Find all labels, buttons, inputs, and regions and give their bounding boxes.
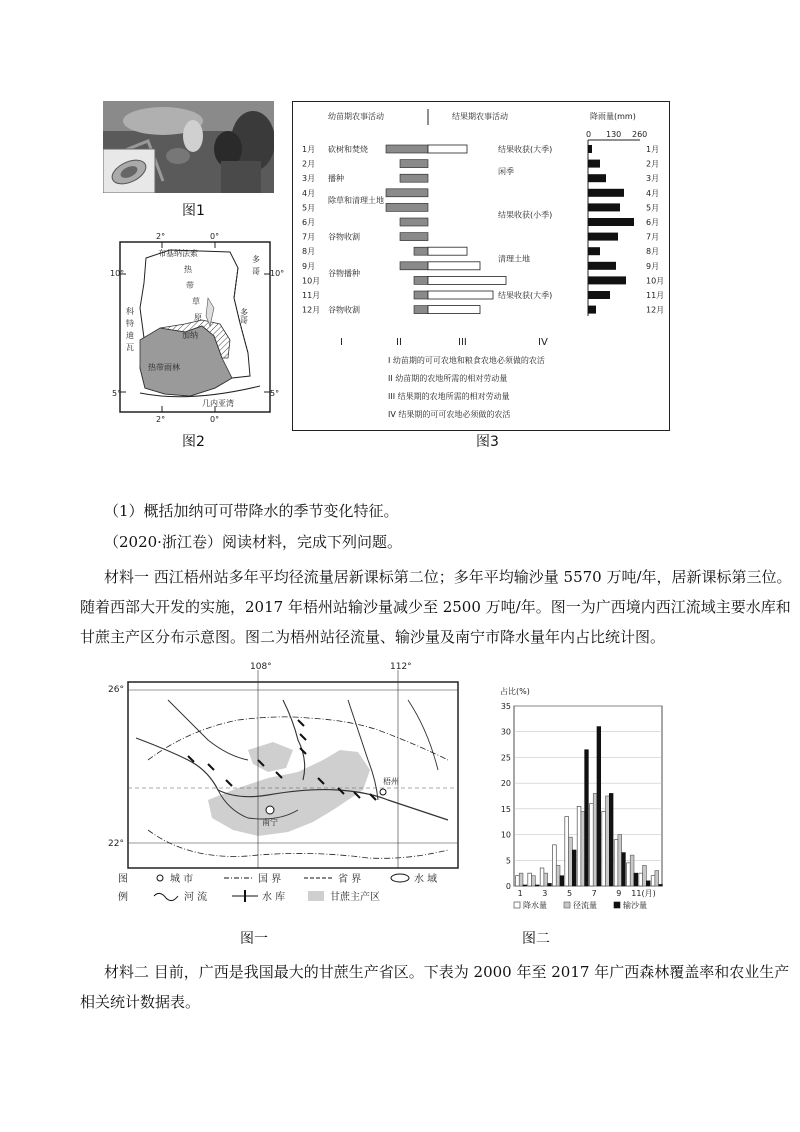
- label-togo-abbrev: 多哥: [252, 255, 260, 276]
- legend-sugarcane: 甘蔗主产区: [330, 892, 380, 903]
- lat-5-left: 5°: [112, 389, 122, 398]
- lat-22: 22°: [108, 839, 124, 849]
- city-wuzhou: 梧州: [383, 777, 399, 786]
- city-nanning: 南宁: [262, 818, 278, 827]
- seedling-labor-bar: [400, 262, 428, 270]
- seedling-labor-bar: [386, 189, 428, 197]
- month-label-left: 2月: [302, 159, 316, 169]
- material1-line1: 材料一 西江梧州站多年平均径流量居新课标第二位；多年平均输沙量 5570 万吨/年，居新课标第三位。: [104, 568, 792, 586]
- material1-line2: 随着西部大开发的实施，2017 年梧州站输沙量减少至 2500 万吨/年。图一为广西境内西江流域主要水库和: [80, 598, 791, 616]
- label-burkina: 布基纳法索: [158, 249, 198, 258]
- rainfall-bar: [588, 276, 626, 284]
- bar-径流量: [643, 865, 647, 886]
- seedling-labor-bar: [400, 233, 428, 241]
- right-activity: 结果收获(大季): [498, 145, 553, 154]
- month-label-left: 5月: [302, 203, 316, 213]
- legend-reservoir: 水 库: [262, 892, 286, 903]
- fruiting-labor-bar: [428, 276, 506, 284]
- seedling-labor-bar: [400, 160, 428, 168]
- bar-输沙量: [634, 873, 638, 886]
- bar-径流量: [630, 855, 634, 886]
- right-activity: 闲季: [498, 166, 514, 176]
- fig2-map: [110, 228, 285, 428]
- fig-two-chart: [492, 684, 672, 924]
- label-savanna: 热带草原: [184, 265, 202, 322]
- legend-water: 水 域: [414, 874, 438, 885]
- bar-降水量: [590, 804, 594, 886]
- legend-line-4: IV 结果期的可可农地必须做的农活: [388, 410, 511, 419]
- bar-输沙量: [646, 881, 650, 886]
- lat-26: 26°: [108, 685, 124, 695]
- bar-降水量: [651, 876, 655, 886]
- rainfall-bar: [588, 189, 624, 197]
- bar-降水量: [516, 876, 520, 886]
- bar-输沙量: [548, 883, 552, 886]
- y-tick-label: 20: [500, 779, 511, 789]
- rainfall-bar: [588, 203, 620, 211]
- legend-city: 城 市: [170, 874, 194, 885]
- fig-one-map: [108, 660, 468, 918]
- seedling-labor-bar: [400, 174, 428, 182]
- lon-0-top: 0°: [210, 232, 220, 241]
- left-activity: 播种: [328, 174, 344, 184]
- month-label-left: 10月: [302, 276, 321, 286]
- legend-river: 河 流: [184, 892, 208, 903]
- head-seedling: 幼苗期农事活动: [328, 112, 384, 121]
- legend-line-2: II 幼苗期的农地所需的相对劳动量: [388, 374, 508, 383]
- head-fruiting: 结果期农事活动: [452, 112, 508, 121]
- x-tick-label: 9: [616, 889, 622, 898]
- bar-输沙量: [560, 876, 564, 886]
- ghana-map: [110, 228, 285, 428]
- bar-降水量: [540, 868, 544, 886]
- lat-10-right: 10°: [270, 269, 285, 278]
- fig-one-caption: 图一: [240, 931, 268, 947]
- label-forest: 热带雨林: [148, 363, 180, 372]
- farming-calendar-chart: [292, 101, 670, 431]
- seedling-labor-bar: [414, 306, 428, 314]
- rainfall-bar: [588, 160, 600, 168]
- legend-line-1: I 幼苗期的可可农地和粮食农地必须做的农活: [388, 356, 545, 365]
- bar-径流量: [519, 873, 523, 886]
- bar-径流量: [556, 865, 560, 886]
- bar-输沙量: [523, 885, 527, 886]
- month-label-left: 12月: [302, 305, 321, 315]
- rainfall-bar: [588, 174, 606, 182]
- seedling-labor-bar: [400, 218, 428, 226]
- x-tick-label: 11(月): [631, 889, 656, 898]
- axis-label-II: II: [396, 337, 402, 348]
- legend-line-3: III 结果期的农地所需的相对劳动量: [388, 392, 510, 401]
- fruiting-labor-bar: [428, 247, 467, 255]
- legend-label: 降水量: [523, 901, 547, 910]
- left-activity: 谷物收割: [328, 305, 360, 315]
- bar-径流量: [544, 873, 548, 886]
- rain-tick-0: 0: [586, 130, 592, 139]
- rainfall-bar: [588, 145, 592, 153]
- month-label-left: 3月: [302, 174, 316, 184]
- label-ghana: 加纳: [182, 331, 198, 340]
- legend-li: 例: [118, 892, 128, 903]
- bar-径流量: [581, 811, 585, 886]
- month-label-left: 8月: [302, 247, 316, 257]
- fig3-calendar: [292, 101, 670, 431]
- right-activity: 结果收获(小季): [498, 210, 553, 220]
- x-tick-label: 3: [542, 889, 548, 898]
- fig1-photo: [103, 101, 274, 193]
- y-tick-label: 25: [500, 753, 511, 763]
- left-activity: 除草和清理土地: [328, 196, 384, 206]
- material1-line3: 甘蔗主产区分布示意图。图二为梧州站径流量、输沙量及南宁市降水量年内占比统计图。: [80, 628, 666, 646]
- y-tick-label: 15: [500, 804, 511, 814]
- x-tick-label: 1: [517, 889, 523, 898]
- legend-label: 径流量: [573, 901, 597, 910]
- label-cote-divoire: 科特迪瓦: [126, 307, 134, 352]
- legend-border: 国 界: [258, 874, 282, 885]
- fruiting-labor-bar: [428, 291, 493, 299]
- label-togo: 多哥: [239, 308, 249, 324]
- bar-降水量: [639, 873, 643, 886]
- lon-108: 108°: [250, 662, 272, 672]
- fig-two-caption: 图二: [522, 931, 550, 947]
- month-label-right: 2月: [646, 159, 660, 169]
- month-label-left: 4月: [302, 188, 316, 198]
- y-tick-label: 35: [500, 702, 511, 711]
- legend-swatch: [514, 902, 520, 908]
- fig1-caption: 图1: [182, 203, 205, 219]
- fig3-caption: 图3: [476, 434, 499, 450]
- bar-降水量: [553, 845, 557, 886]
- right-activity: 结果收获(大季): [498, 291, 553, 300]
- bar-径流量: [618, 835, 622, 886]
- month-label-left: 11月: [302, 291, 321, 300]
- rainfall-bar: [588, 218, 634, 226]
- guangxi-map: [108, 660, 468, 918]
- seedling-labor-bar: [414, 247, 428, 255]
- bar-降水量: [602, 811, 606, 886]
- wuzhou-share-chart: [492, 684, 672, 924]
- left-activity: 谷物收割: [328, 232, 360, 242]
- bar-降水量: [614, 840, 618, 886]
- seedling-labor-bar: [386, 145, 428, 153]
- material2-line2: 相关统计数据表。: [80, 993, 201, 1011]
- month-label-right: 12月: [646, 305, 665, 315]
- bar-输沙量: [609, 793, 613, 886]
- bar-输沙量: [535, 885, 539, 886]
- bar-径流量: [593, 793, 597, 886]
- y-tick-label: 10: [500, 830, 511, 840]
- bar-降水量: [627, 863, 631, 886]
- fruiting-labor-bar: [428, 145, 467, 153]
- y-tick-label: 5: [505, 856, 511, 866]
- rainfall-bar: [588, 233, 618, 241]
- fig2-caption: 图2: [182, 434, 205, 450]
- bar-径流量: [655, 871, 659, 886]
- axis-label-I: I: [340, 337, 343, 348]
- bar-降水量: [565, 817, 569, 886]
- fruiting-labor-bar: [428, 262, 480, 270]
- month-label-right: 8月: [646, 247, 660, 257]
- left-activity: 砍树和焚烧: [328, 145, 368, 154]
- y-tick-label: 30: [500, 727, 511, 737]
- bar-降水量: [577, 806, 581, 886]
- month-label-left: 6月: [302, 218, 316, 227]
- exam-intro: （2020·浙江卷）阅读材料，完成下列问题。: [104, 533, 402, 551]
- question-1: （1）概括加纳可可带降水的季节变化特征。: [104, 502, 399, 520]
- bar-径流量: [569, 837, 573, 886]
- lon-112: 112°: [390, 662, 412, 672]
- seedling-labor-bar: [414, 276, 428, 284]
- chart-ylabel: 占比(%): [500, 687, 530, 696]
- x-tick-label: 7: [591, 889, 597, 898]
- material2-line1: 材料二 目前，广西是我国最大的甘蔗生产省区。下表为 2000 年至 2017 年广西森林覆盖率和农业生产: [104, 963, 790, 981]
- head-rain: 降雨量(mm): [590, 112, 636, 121]
- bar-输沙量: [572, 850, 576, 886]
- y-tick-label: 0: [505, 882, 511, 891]
- month-label-right: 11月: [646, 291, 665, 300]
- rainfall-bar: [588, 262, 616, 270]
- legend-province: 省 界: [338, 874, 362, 885]
- fruiting-labor-bar: [428, 306, 480, 314]
- axis-label-III: III: [458, 337, 467, 348]
- legend-swatch: [564, 902, 570, 908]
- bar-输沙量: [597, 727, 601, 886]
- rain-tick-260: 260: [632, 130, 648, 139]
- lat-10-left: 10°: [110, 269, 125, 278]
- month-label-left: 7月: [302, 232, 316, 242]
- month-label-right: 4月: [646, 188, 660, 198]
- month-label-right: 7月: [646, 232, 660, 242]
- bar-径流量: [606, 796, 610, 886]
- seedling-labor-bar: [414, 291, 428, 299]
- cocoa-harvest-photo: [103, 101, 274, 193]
- bar-降水量: [528, 873, 532, 886]
- month-label-right: 3月: [646, 174, 660, 184]
- axis-label-IV: IV: [538, 337, 548, 348]
- lon-2-top: 2°: [156, 232, 166, 241]
- bar-输沙量: [622, 853, 626, 886]
- legend-swatch: [614, 902, 620, 908]
- bar-输沙量: [585, 750, 589, 886]
- lat-5-right: 5°: [270, 389, 280, 398]
- seedling-labor-bar: [386, 203, 428, 211]
- month-label-left: 9月: [302, 261, 316, 271]
- bar-径流量: [532, 876, 536, 886]
- lon-0-bottom: 0°: [210, 415, 220, 424]
- rainfall-bar: [588, 306, 596, 314]
- right-activity: 清理土地: [498, 254, 530, 264]
- bar-输沙量: [659, 884, 663, 886]
- left-activity: 谷物播种: [328, 269, 360, 279]
- month-label-right: 1月: [646, 145, 660, 154]
- month-label-right: 9月: [646, 261, 660, 271]
- month-label-left: 1月: [302, 145, 316, 154]
- month-label-right: 5月: [646, 203, 660, 213]
- legend-label: 输沙量: [623, 901, 647, 910]
- label-gulf: 几内亚湾: [202, 399, 234, 408]
- legend-tu: 图: [118, 874, 128, 885]
- rainfall-bar: [588, 247, 600, 255]
- rainfall-bar: [588, 291, 610, 299]
- x-tick-label: 5: [566, 889, 573, 898]
- lon-2-bottom: 2°: [156, 415, 166, 424]
- rain-tick-130: 130: [606, 130, 622, 139]
- month-label-right: 6月: [646, 218, 660, 227]
- month-label-right: 10月: [646, 276, 665, 286]
